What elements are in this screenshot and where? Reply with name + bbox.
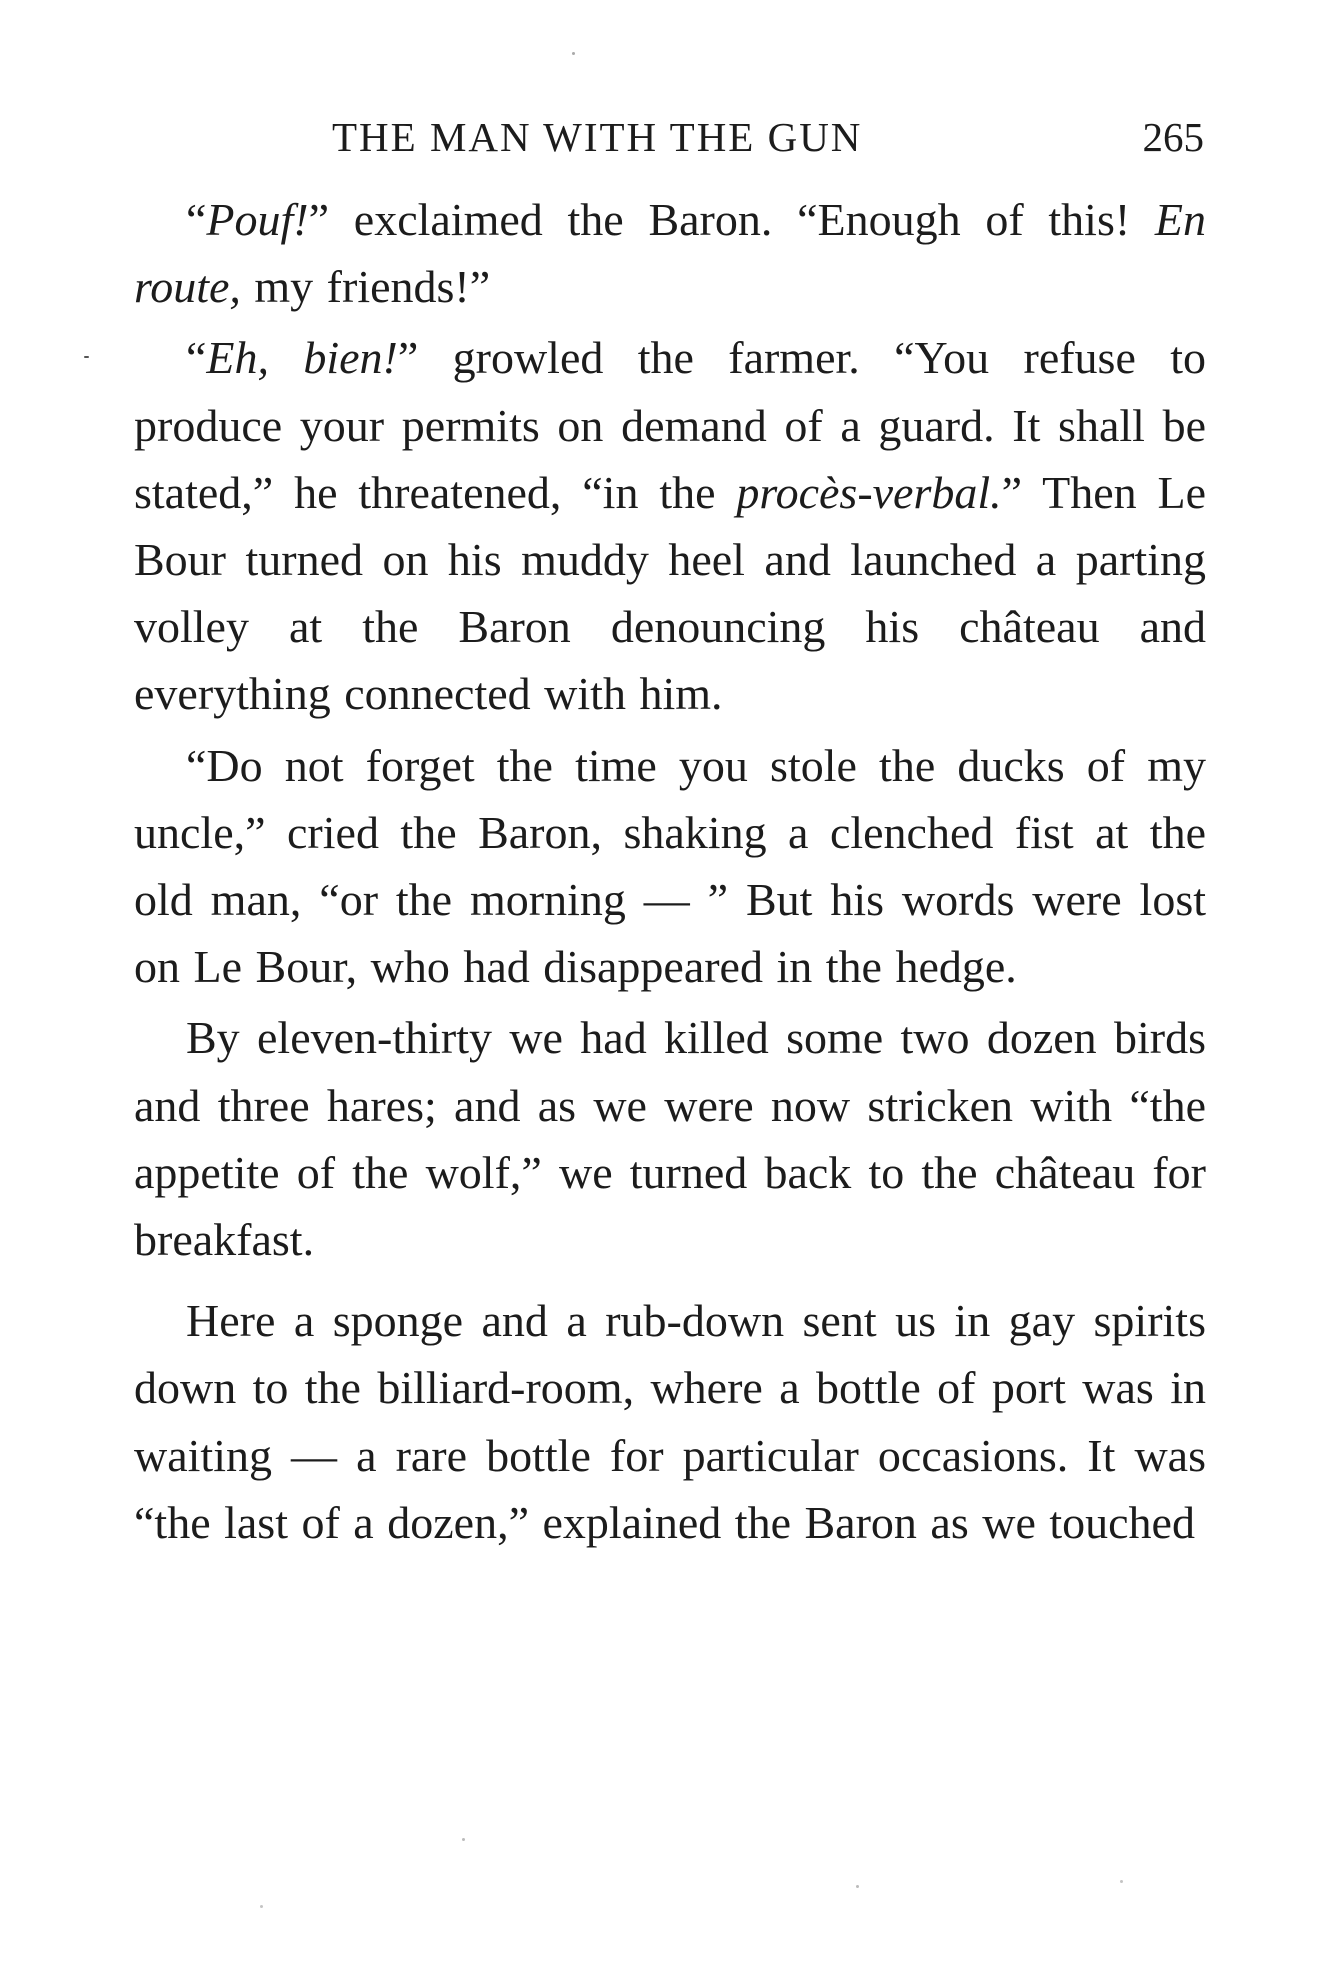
- body-text: [134, 186, 1206, 1556]
- paper-speck: [572, 52, 575, 55]
- text-run: “: [186, 194, 207, 245]
- text-run: By eleven-thirty we had killed some two dozen birds and three hares; and as we were now stricken with “the appetite of the wolf,” we turned back to the château for breakfast.: [134, 1012, 1206, 1266]
- paper-speck: [84, 356, 89, 358]
- italic-text: procès-verbal.: [736, 466, 1002, 518]
- paper-speck: [856, 1885, 859, 1888]
- italic-text: Eh, bien!: [206, 332, 398, 384]
- text-run: ” Then Le Bour turned on his muddy heel and launched a parting volley at the Baron denouncing his château and everything connected with him.: [134, 466, 1206, 720]
- running-title: THE MAN WITH THE GUN: [332, 114, 863, 160]
- page-number: 265: [1142, 114, 1204, 160]
- text-run: “: [186, 332, 207, 384]
- paper-speck: [462, 1838, 465, 1841]
- paper-speck: [260, 1905, 263, 1908]
- italic-text: Pouf!: [206, 194, 309, 245]
- text-run: ” growled the farmer. “You refuse to produce your permits on demand of a guard. It shall be stated,” he threatened, “in the: [134, 332, 1206, 518]
- text-run: ” exclaimed the Baron. “Enough of this!: [308, 194, 1155, 245]
- running-head: [134, 112, 1206, 162]
- paragraph: [134, 324, 1206, 727]
- text-run: Here a sponge and a rub-down sent us in gay spirits down to the billiard-room, where a bottle of port was in waiting — a rare bottle for particular occasions. It was “the last of a dozen,” explained the Baron as we touched: [134, 1295, 1206, 1548]
- paragraph: [134, 186, 1206, 320]
- paragraph: [134, 1004, 1206, 1273]
- paragraph: [134, 1287, 1206, 1556]
- text-run: my friends!”: [240, 261, 491, 313]
- text-run: “Do not forget the time you stole the ducks of my uncle,” cried the Baron, shaking a clenched fist at the old man, “or the morning — ” But his words were lost on Le Bour, who had disappeared in the hedge.: [134, 739, 1206, 993]
- paper-speck: [1120, 1880, 1123, 1883]
- paragraph: [134, 732, 1206, 1001]
- italic-text: En route,: [134, 194, 1206, 313]
